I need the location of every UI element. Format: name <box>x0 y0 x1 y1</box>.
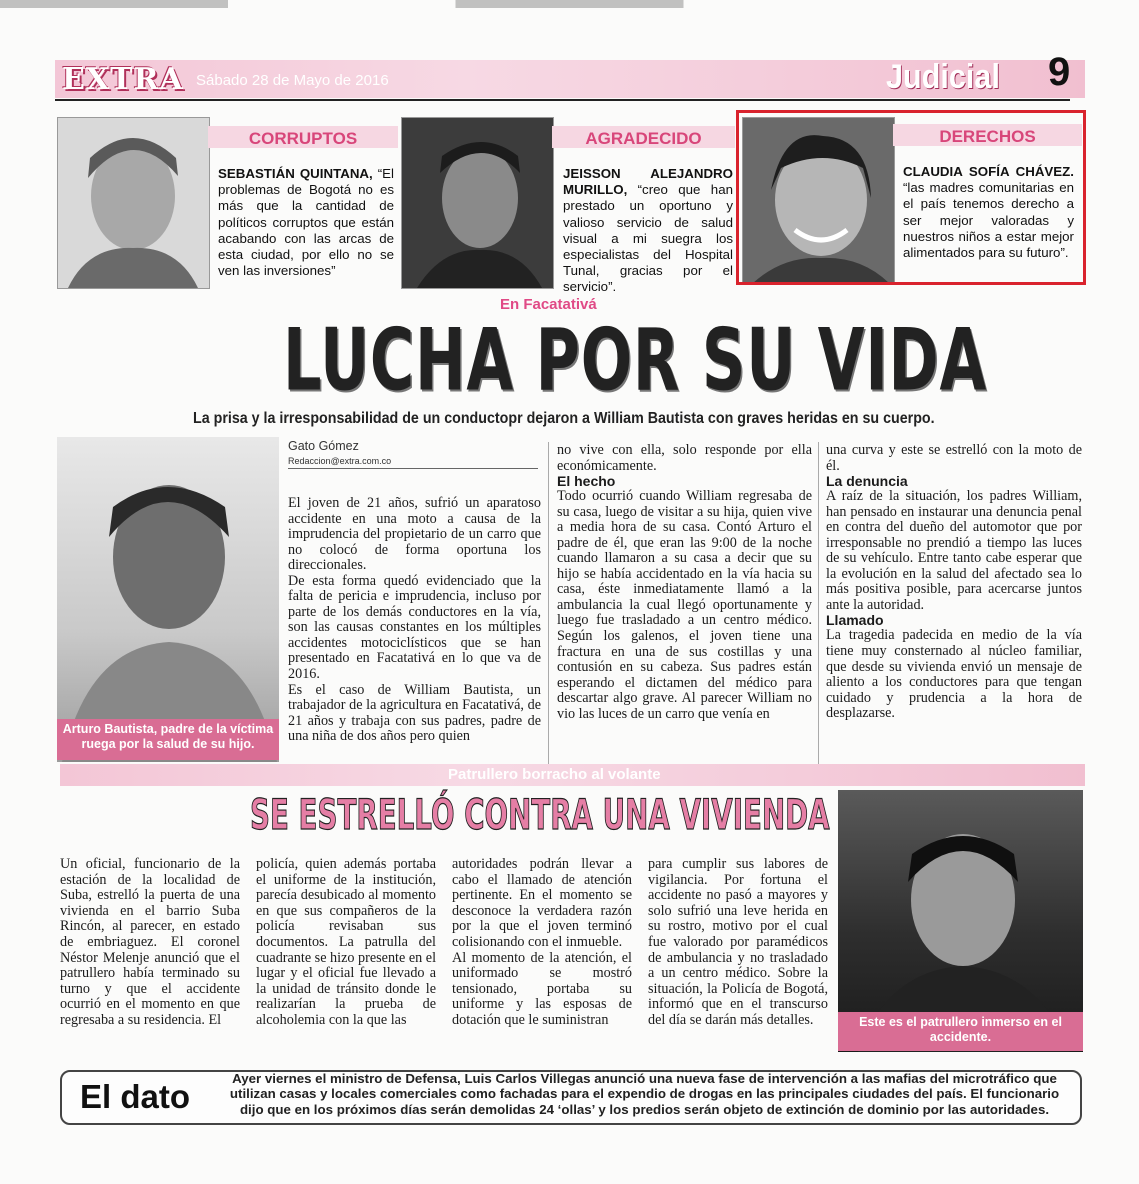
header-rule <box>55 99 1070 101</box>
page-number: 9 <box>1048 50 1071 94</box>
subheading-la-denuncia: La denuncia <box>826 473 908 490</box>
paragraph: Todo ocurrió cuando William regresaba de su casa, luego de visitar a su hija, quien vive a media hora de su casa. Contó Arturo el padre de él, que eran las 9:00 de la noche cuando llamaron a su casa a decir que su hijo se había accidentado en la vía hacia su casa, éste inmediatamente llamó a la ambulancia la cual llegó oportunamente y luego fue trasladado a un centro médico. Según los galenos, el joven tiene una fractura en una de sus costillas y una contusión en su cabeza. Sus padres están esperando el dictamen del médico para descartar algo grave. Al parecer William no vio las luces de un carro que venía en <box>557 488 812 722</box>
paragraph: De esta forma quedó evidenciado que la falta de pericia e imprudencia, incluso por parte de los demás conductores en la vía, son las causas constantes en los múltiples accidentes motociclísticos que se han presentado en Facatativá en lo que va de 2016. <box>288 572 541 683</box>
paragraph: no vive con ella, solo responde por ella económicamente. <box>557 442 812 474</box>
paragraph: una curva y este se estrelló con la moto de él. <box>826 442 1082 474</box>
main-story-column-3 <box>826 443 1082 722</box>
section-title: Judicial <box>886 58 1000 96</box>
testimonial-text-2 <box>563 166 733 296</box>
author-byline: Gato Gómez <box>288 439 359 453</box>
el-dato-label: El dato <box>80 1078 191 1115</box>
second-story-headline: SE ESTRELLÓ CONTRA UNA VIVIENDA <box>250 790 830 839</box>
main-story-column-1 <box>288 496 541 745</box>
highlight-box <box>736 110 1086 285</box>
column-divider <box>818 442 819 764</box>
paragraph: autoridades podrán llevar a cabo el llamado de atención pertinente. En el momento se desconoce la verdadera razón por la que el joven terminó colisionando con el inmueble. <box>452 856 632 950</box>
el-dato-text: Ayer viernes el ministro de Defensa, Luis Carlos Villegas anunció una nueva fase de intervención a las mafias del microtráfico que utilizan casas y locales comerciales como fachadas para el expendio de drogas en las principales ciudades del país. El funcionario dijo que en los próximos días serán demolidas 24 ‘ollas’ y los predios serán objeto de extinción de dominio por las autoridades. <box>229 1071 1060 1117</box>
paragraph: El joven de 21 años, sufrió un aparatoso accidente en una moto a causa de la imprudencia del propietario de un carro que no colocó de forma oportuna los direccionales. <box>288 495 541 574</box>
main-photo-caption: Arturo Bautista, padre de la víctima ruega por la salud de su hijo. <box>57 719 279 760</box>
main-story-column-2 <box>557 443 812 722</box>
testimonial-quote-2: “creo que han prestado un oportuno y valioso servicio de salud visual a mi suegra los especialistas del Hospital Tunal, gracias por el servicio”. <box>563 182 733 295</box>
testimonial-category-1: CORRUPTOS <box>248 129 358 148</box>
second-story-kicker: Patrullero borracho al volante <box>448 766 661 783</box>
issue-date: Sábado 28 de Mayo de 2016 <box>196 72 389 89</box>
testimonial-text-1 <box>218 166 394 279</box>
testimonial-photo-2 <box>401 117 554 289</box>
person-photo-icon <box>402 118 553 288</box>
author-email: Redaccion@extra.com.co <box>288 456 538 469</box>
testimonial-name-2: JEISSON ALEJANDRO MURILLO, <box>563 166 733 198</box>
testimonial-quote-3: “las madres comunitarias en el país tenemos derecho a ser mejor valoradas y nuestros niños a estar mejor alimentados para su futuro”. <box>903 180 1074 261</box>
testimonial-photo-1 <box>57 117 210 289</box>
paragraph: La tragedia padecida en medio de la vía tiene muy consternado al núcleo familiar, que desde su vivienda envió un mensaje de aliento a los conductores para que tengan cuidado y prudencia a la hora de desplazarse. <box>826 627 1082 722</box>
main-story-headline: LUCHA POR SU VIDA <box>283 310 988 410</box>
testimonial-category-2: AGRADECIDO <box>585 129 702 148</box>
person-photo-icon <box>57 437 279 762</box>
testimonial-name-3: CLAUDIA SOFÍA CHÁVEZ. <box>903 164 1074 179</box>
second-story-photo <box>838 790 1083 1052</box>
testimonial-name-1: SEBASTIÁN QUINTANA, <box>218 166 373 181</box>
person-photo-icon <box>58 118 209 288</box>
second-story-column-1: Un oficial, funcionario de la estación de la localidad de Suba, estrelló la puerta de una vivienda en el barrio Suba Rincón, al parecer, en estado de embriaguez. El coronel Néstor Melenje anunció que el patrullero había terminado su turno y que el accidente ocurrió en el momento en que regresaba a su residencia. El <box>60 856 240 1028</box>
paragraph: Al momento de la atención, el uniformado se mostró tensionado, portaba su uniforme y las esposas de dotación que le suministran <box>452 949 632 1028</box>
second-story-column-2: policía, quien además portaba el uniforme de la institución, parecía desubicado al momento en que sus compañeros de la policía revisaban sus documentos. La patrulla del cuadrante se hizo presente en el lugar y el oficial fue llevado a la unidad de tránsito donde le realizarían la prueba de alcoholemia con la que las <box>256 856 437 1028</box>
second-photo-caption: Este es el patrullero inmerso en el accidente. <box>838 1012 1083 1051</box>
newspaper-logo: EXTRA <box>62 62 184 97</box>
paragraph: A raíz de la situación, los padres William, han pensado en instaurar una denuncia penal en contra del dueño del automotor que por irresponsable no prendió a tiempo las luces de su vehículo. Entre tanto cabe esperar que la evolución en la salud del afectado sea lo más positiva posible, para acercarse juntos ante la autoridad. <box>826 488 1082 613</box>
main-story-photo <box>57 437 279 762</box>
column-divider <box>548 442 549 764</box>
scan-top-edge <box>0 0 1139 8</box>
subheading-llamado: Llamado <box>826 612 884 629</box>
main-story-kicker: En Facatativá <box>500 296 597 313</box>
second-story-column-4: para cumplir sus labores de vigilancia. Por fortuna el accidente no pasó a mayores y solo sufrió una leve herida en su rostro, motivo por el cual fue valorado por paramédicos de ambulancia y no trasladado a un centro médico. Sobre la situación, la Policía de Bogotá, informó que en el transcurso del día se darán más detalles. <box>648 856 828 1028</box>
main-story-subheadline: La prisa y la irresponsabilidad de un conductopr dejaron a William Bautista con graves heridas en su cuerpo. <box>193 410 935 427</box>
testimonial-category-3: DERECHOS <box>939 127 1036 146</box>
testimonial-quote-1: “El problemas de Bogotá no es más que la cantidad de políticos corruptos que están acabando con las arcas de esta ciudad, por ello no se ven las inversiones” <box>218 166 394 279</box>
paragraph: Es el caso de William Bautista, un trabajador de la agricultura en Facatativá, de 21 años y trabaja con sus padres, padre de una niña de dos años pero quien <box>288 681 541 745</box>
subheading-el-hecho: El hecho <box>557 473 616 490</box>
second-story-column-3 <box>452 857 632 1029</box>
